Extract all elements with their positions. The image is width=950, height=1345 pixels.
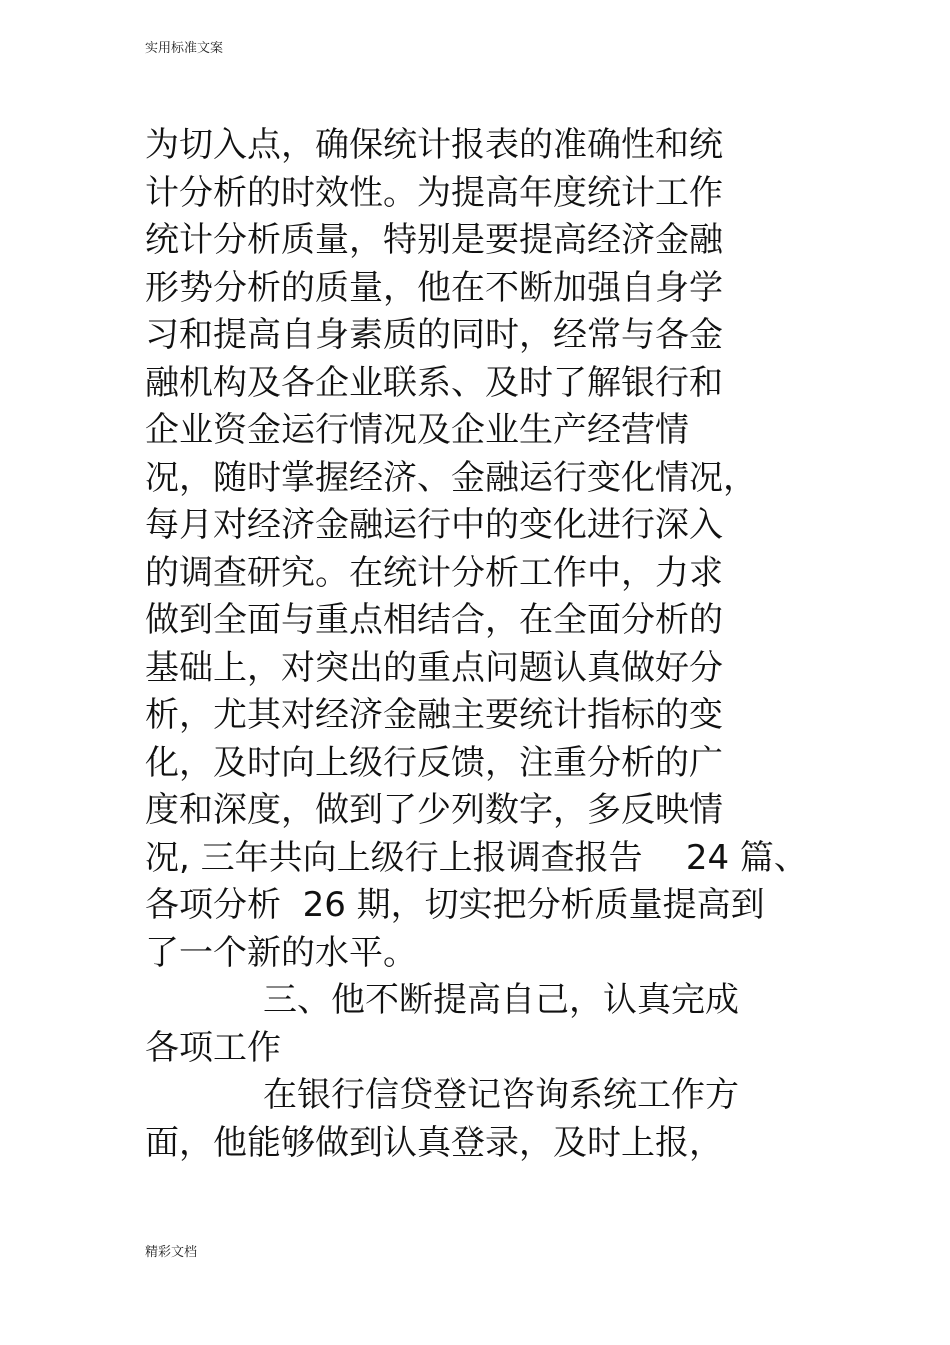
body-line: 统计分析质量，特别是要提高经济金融 [145, 220, 723, 260]
body-line: 的调查研究。在统计分析工作中，力求 [145, 552, 723, 593]
body-line: 基础上，对突出的重点问题认真做好分 [145, 647, 723, 688]
body-line: 习和提高自身素质的同时，经常与各金 [145, 315, 723, 355]
body-line: 面，他能够做到认真登录，及时上报， [145, 1122, 723, 1163]
page-header: 实用标准文案 [145, 41, 224, 56]
body-line: 了一个新的水平。 [145, 932, 417, 973]
body-line: 析，尤其对经济金融主要统计指标的变 [145, 695, 723, 735]
body-line: 计分析的时效性。为提高年度统计工作 [145, 172, 723, 213]
body-line: 况, 三年共向上级行上报调查报告 24 篇、 [145, 837, 808, 878]
body-line: 每月对经济金融运行中的变化进行深入 [145, 505, 723, 545]
section-heading-continued: 各项工作 [145, 1027, 281, 1068]
body-line: 各项分析 26 期，切实把分析质量提高到 [145, 885, 765, 925]
paragraph-start-line: 在银行信贷登记咨询系统工作方 [263, 1075, 739, 1115]
body-line: 为切入点，确保统计报表的准确性和统 [145, 125, 723, 165]
section-heading: 三、他不断提高自己，认真完成 [263, 980, 739, 1020]
document-body [145, 122, 825, 1167]
body-line: 度和深度，做到了少列数字，多反映情 [145, 790, 723, 830]
body-line: 形势分析的质量，他在不断加强自身学 [145, 267, 723, 308]
body-line: 况，随时掌握经济、金融运行变化情况， [145, 457, 757, 498]
body-line: 企业资金运行情况及企业生产经营情 [145, 410, 689, 450]
body-line: 融机构及各企业联系、及时了解银行和 [145, 362, 723, 403]
body-line: 化，及时向上级行反馈，注重分析的广 [145, 742, 723, 783]
body-line: 做到全面与重点相结合，在全面分析的 [145, 600, 723, 640]
page-footer: 精彩文档 [145, 1245, 198, 1260]
